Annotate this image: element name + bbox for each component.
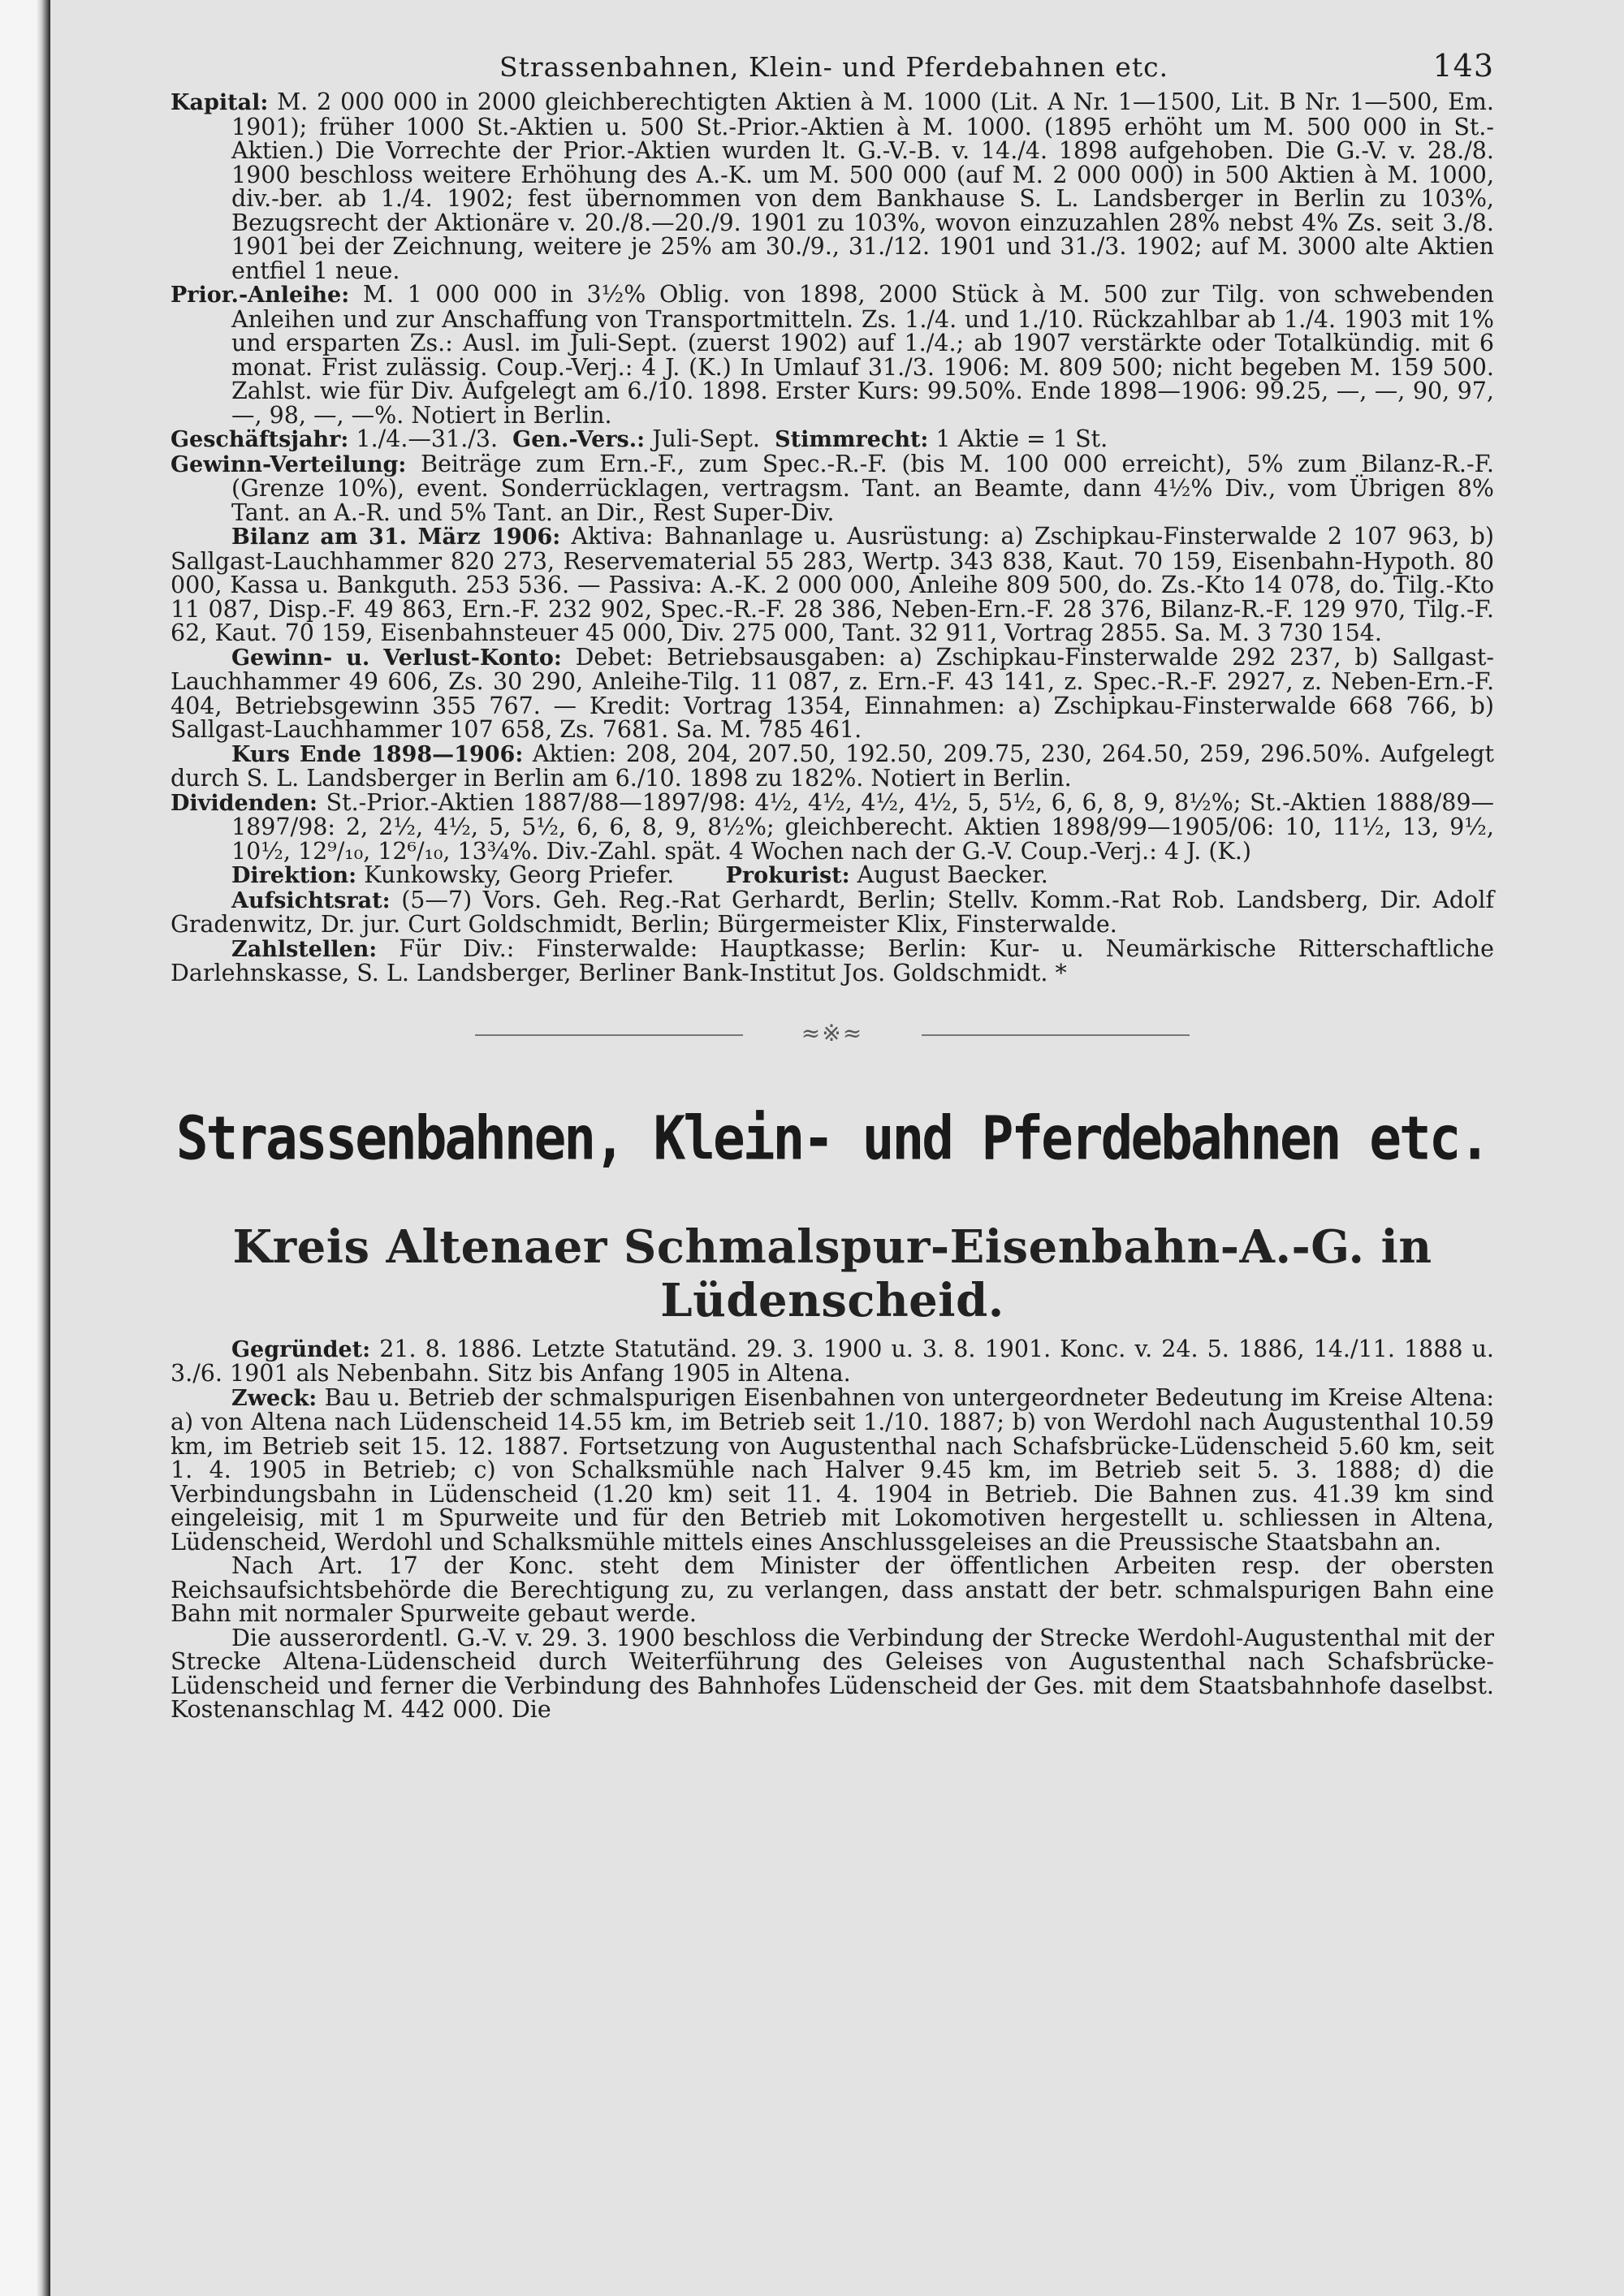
entry-text: Aktiva: Bahnanlage u. Ausrüstung: a) Zschipkau-Finsterwalde 2 107 963, b) Sallgast-Lauchhammer 820 273, Reservematerial 55 283, Wertp. 343 838, Kaut. 70 159, Eisenbahn-Hypoth. 80 000, Kassa u. Bankguth. 253 536. — Passiva: A.-K. 2 000 000, Anleihe 809 500, do. Zs.-Kto 14 078, do. Tilg.-Kto 11 087, Disp.-F. 49 863, Ern.-F. 232 902, Spec.-R.-F. 28 386, Neben-Ern.-F. 28 376, Bilanz-R.-F. 129 970, Tilg.-F. 62, Kaut. 70 159, Eisenbahnsteuer 45 000, Div. 275 000, Tant. 32 911, Vortrag 2855. Sa. M. 3 730 154. [171, 523, 1495, 646]
entry-text: Kunkowsky, Georg Priefer. [364, 861, 675, 888]
entry-art17: Nach Art. 17 der Konc. steht dem Minister der öffentlichen Arbeiten resp. der obersten Reichsaufsichtsbehörde die Berechtigung zu, zu verlangen, dass anstatt der betr. schmalspurigen Bahn eine Bahn mit normaler Spurweite gebaut werde. [171, 1552, 1494, 1627]
entry-label: Kapital: [171, 90, 269, 115]
entry-text: 21. 8. 1886. Letzte Statutänd. 29. 3. 1900 u. 3. 8. 1901. Konc. v. 24. 5. 1886, 14./11. 1888 u. 3./6. 1901 als Nebenbahn. Sitz bis Anfang 1905 in Altena. [171, 1335, 1494, 1387]
entry-label: Zahlstellen: [231, 936, 378, 962]
entry-label: Aufsichtsrat: [231, 887, 391, 913]
entry-label: Stimmrecht: [775, 427, 929, 452]
entry-text: Bau u. Betrieb der schmalspurigen Eisenbahnen von untergeordneter Bedeutung im Kreise Altena: a) von Altena nach Lüdenscheid 14.55 km, im Betrieb seit 1./10. 1887; b) von Werdohl nach Augustenthal 10.59 km, im Betrieb seit 15. 12. 1887. Fortsetzung von Augustenthal nach Schafsbrücke-Lüdenscheid 5.60 km, seit 1. 4. 1905 in Betrieb; c) von Schalksmühle nach Halver 9.45 km, im Betrieb seit 5. 3. 1888; d) die Verbindungsbahn in Lüdenscheid (1.20 km) seit 11. 4. 1904 in Betrieb. Die Bahnen zus. 41.39 km sind eingeleisig, mit 1 m Spurweite und für den Betrieb mit Lokomotiven hergestellt u. schliessen in Altena, Lüdenscheid, Werdohl und Schalksmühle mittels eines Anschlussgeleises an die Preussische Staatsbahn an. [171, 1383, 1494, 1556]
page-number: 143 [1432, 48, 1494, 84]
entry-text: 1 Aktie = 1 St. [935, 425, 1108, 452]
entry-label: Zweck: [231, 1385, 317, 1411]
entry-zweck [171, 1383, 1494, 1556]
entry-aufsichtsrat [171, 888, 1494, 937]
entry-direktion [171, 863, 1494, 888]
section-heading: Strassenbahnen, Klein- und Pferdebahnen etc. [175, 1103, 1489, 1174]
entry-text: Aktien: 208, 204, 207.50, 192.50, 209.75, 230, 264.50, 259, 296.50%. Aufgelegt durch S. L. Landsberger in Berlin am 6./10. 1898 zu 182%. Notiert in Berlin. [171, 740, 1494, 792]
entry-zahlstellen [171, 934, 1494, 986]
entry-label: Kurs Ende 1898—1906: [231, 741, 524, 767]
entry-label: Dividenden: [171, 790, 317, 816]
scan-binding-edge [0, 0, 50, 2296]
entry-ausserordentl: Die ausserordentl. G.-V. v. 29. 3. 1900 beschloss die Verbindung der Strecke Werdohl-Augustenthal mit der Strecke Altena-Lüdenscheid durch Weiterführung des Geleises von Augustenthal nach Schafsbrücke-Lüdenscheid und ferner die Verbindung des Bahnhofes Lüdenscheid der Ges. mit dem Staatsbahnhofe daselbst. Kostenanschlag M. 442 000. Die [171, 1624, 1494, 1723]
entry-text: Debet: Betriebsausgaben: a) Zschipkau-Finsterwalde 292 237, b) Sallgast-Lauchhammer 49 606, Zs. 30 290, Anleihe-Tilg. 11 087, z. Ern.-F. 43 141, z. Spec.-R.-F. 2927, z. Neben-Ern.-F. 404, Betriebsgewinn 355 767. — Kredit: Vortrag 1354, Einnahmen: a) Zschipkau-Finsterwalde 668 766, b) Sallgast-Lauchhammer 107 658, Zs. 7681. Sa. M. 785 461. [171, 643, 1494, 743]
company-name: Kreis Altenaer Schmalspur-Eisenbahn-A.-G. in Lüdenscheid. [232, 1219, 1432, 1327]
entry-text: St.-Prior.-Aktien 1887/88—1897/98: 4½, 4½, 4½, 4½, 5, 5½, 6, 6, 8, 9, 8½%; St.-Aktien 1888/89—1897/98: 2, 2½, 4½, 5, 5½, 6, 6, 8, 9, 8½%; gleichberecht. Aktien 1898/99—1905/06: 10, 11½, 13, 9½, 10½, 12⁹/₁₀, 12⁶/₁₀, 13¾%. Div.-Zahl. spät. 4 Wochen nach der G.-V. Coup.-Verj.: 4 J. (K.) [231, 788, 1495, 865]
entry-gewinn-verlust [171, 645, 1494, 742]
entry-text: (5—7) Vors. Geh. Reg.-Rat Gerhardt, Berlin; Stellv. Komm.-Rat Rob. Landsberg, Dir. Adolf Gradenwitz, Dr. jur. Curt Goldschmidt, Berlin; Bürgermeister Klix, Finsterwalde. [171, 886, 1494, 938]
entry-text: August Baecker. [857, 861, 1048, 888]
entry-text: M. 1 000 000 in 3½% Oblig. von 1898, 2000 Stück à M. 500 zur Tilg. von schwebenden Anleihen und zur Anschaffung von Transportmitteln. Zs. 1./4. und 1./10. Rückzahlbar ab 1./4. 1903 mit 1% und ersparten Zs.: Ausl. im Juli-Sept. (zuerst 1902) auf 1./4.; ab 1907 verstärkte oder Totalkündig. mit 6 monat. Frist zulässig. Coup.-Verj.: 4 J. (K.) In Umlauf 31./3. 1906: M. 809 500; nicht begeben M. 159 500. Zahlst. wie für Div. Aufgelegt am 6./10. 1898. Erster Kurs: 99.50%. Ende 1898—1906: 99.25, —, —, 90, 97, —, 98, —, —%. Notiert in Berlin. [231, 281, 1494, 429]
entry-label: Gewinn- u. Verlust-Konto: [231, 645, 562, 671]
entry-gewinn-verteilung [171, 452, 1494, 525]
entry-label: Prokurist: [725, 863, 850, 888]
section-divider [475, 1019, 1190, 1047]
entry-label: Direktion: [231, 863, 357, 888]
entry-label: Bilanz am 31. März 1906: [231, 524, 561, 550]
entry-text: M. 2 000 000 in 2000 gleichberechtigten Aktien à M. 1000 (Lit. A Nr. 1—1500, Lit. B Nr. 1—500, Em. 1901); früher 1000 St.-Aktien u. 500 St.-Prior.-Aktien à M. 1000. (1895 erhöht um M. 500 000 in St.-Aktien.) Die Vorrechte der Prior.-Aktien wurden lt. G.-V.-B. v. 14./4. 1898 aufgehoben. Die G.-V. v. 28./8. 1900 beschloss weitere Erhöhung des A.-K. um M. 500 000 (auf M. 2 000 000) in 500 Aktien à M. 1000, div.-ber. ab 1./4. 1902; fest übernommen von dem Bankhause S. L. Landsberger in Berlin zu 103%, Bezugsrecht der Aktionäre v. 20./8.—20./9. 1901 zu 103%, wovon einzuzahlen 28% nebst 4% Zs. seit 3./8. 1901 bei der Zeichnung, weitere je 25% am 30./9., 31./12. 1901 und 31./3. 1902; auf M. 3000 alte Aktien entfiel 1 neue. [231, 88, 1494, 284]
running-head-title: Strassenbahnen, Klein- und Pferdebahnen etc. [499, 51, 1169, 83]
entry-kapital [171, 90, 1494, 283]
entry-label: Geschäftsjahr: [171, 427, 349, 452]
entry-text: 1./4.—31./3. [356, 425, 499, 452]
entry-label: Gen.-Vers.: [512, 427, 646, 452]
entry-text: Beiträge zum Ern.-F., zum Spec.-R.-F. (bis M. 100 000 erreicht), 5% zum Bilanz-R.-F. (Grenze 10%), event. Sonderrücklagen, vertragsm. Tant. an Beamte, dann 4½% Div., vom Übrigen 8% Tant. an A.-R. und 5% Tant. an Dir., Rest Super-Div. [231, 450, 1494, 526]
divider-ornament: ≈※≈ [801, 1019, 864, 1047]
entry-kurs [171, 742, 1494, 791]
running-head [171, 45, 1494, 90]
entry-bilanz [171, 524, 1494, 645]
divider-rule-right [922, 1034, 1190, 1036]
entry-label: Prior.-Anleihe: [171, 283, 350, 308]
entry-label: Gegründet: [231, 1336, 371, 1362]
entry-dividenden [171, 788, 1495, 865]
entry-prior-anleihe [171, 283, 1494, 427]
entry-text: Juli-Sept. [652, 425, 760, 452]
entry-text: Für Div.: Finsterwalde: Hauptkasse; Berlin: Kur- u. Neumärkische Ritterschaftliche Darlehnskasse, S. L. Landsberger, Berliner Bank-Institut Jos. Goldschmidt. * [171, 934, 1494, 986]
entry-label: Gewinn-Verteilung: [171, 451, 407, 477]
book-page [171, 45, 1494, 1722]
entry-gegruendet [171, 1337, 1494, 1386]
entry-geschaeftsjahr [171, 427, 1494, 452]
